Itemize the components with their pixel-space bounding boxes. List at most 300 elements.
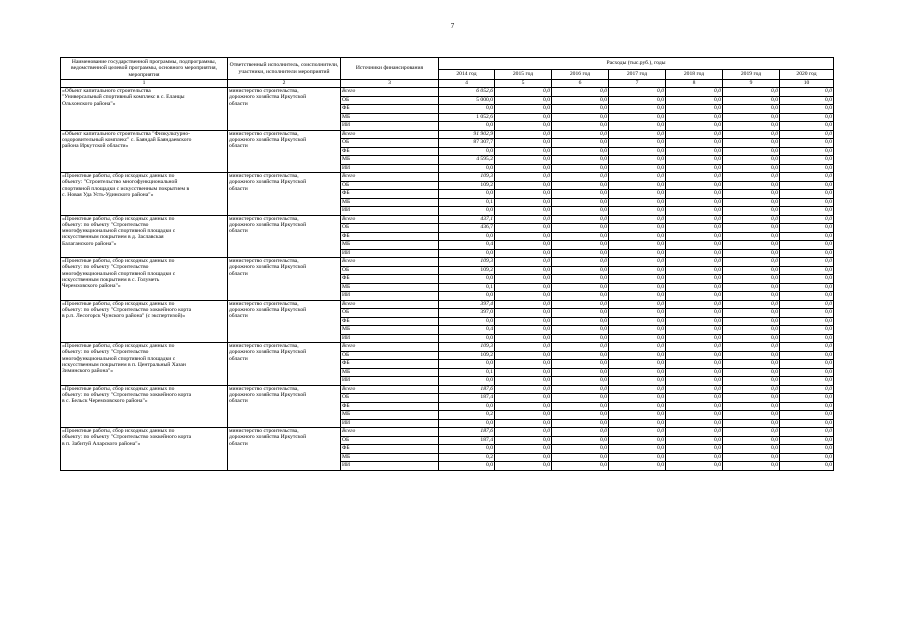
funding-source: ИИ [341, 462, 439, 471]
amount-cell: 109,3 [439, 173, 495, 182]
amount-cell: 0,0 [666, 368, 723, 377]
amount-cell: 0,0 [666, 224, 723, 233]
amount-cell: 0,0 [780, 215, 834, 224]
amount-cell: 0,0 [552, 351, 609, 360]
amount-cell: 0,0 [495, 241, 552, 250]
column-number: 7 [609, 80, 666, 88]
amount-cell: 0,0 [666, 164, 723, 173]
amount-cell: 0,0 [609, 258, 666, 267]
amount-cell: 0,0 [495, 385, 552, 394]
amount-cell: 0,0 [495, 411, 552, 420]
amount-cell: 0,0 [723, 147, 780, 156]
amount-cell: 187,4 [439, 394, 495, 403]
amount-cell: 397,0 [439, 309, 495, 318]
amount-cell: 0,0 [780, 198, 834, 207]
amount-cell: 0,0 [439, 190, 495, 199]
amount-cell: 0,0 [666, 445, 723, 454]
amount-cell: 0,0 [495, 173, 552, 182]
table-row [61, 343, 834, 352]
amount-cell: 0,0 [780, 105, 834, 114]
amount-cell: 0,0 [495, 351, 552, 360]
header-year: 2020 год [780, 70, 834, 80]
amount-cell: 0,0 [552, 343, 609, 352]
amount-cell: 0,0 [666, 283, 723, 292]
amount-cell: 0,0 [780, 130, 834, 139]
amount-cell: 0,0 [723, 317, 780, 326]
amount-cell: 0,0 [780, 317, 834, 326]
amount-cell: 0,0 [609, 394, 666, 403]
funding-source: МБ [341, 156, 439, 165]
amount-cell: 0,0 [780, 419, 834, 428]
funding-source: Всего [341, 258, 439, 267]
amount-cell: 0,0 [723, 130, 780, 139]
amount-cell: 0,0 [495, 377, 552, 386]
amount-cell: 0,0 [780, 394, 834, 403]
amount-cell: 0,0 [552, 394, 609, 403]
column-number: 8 [666, 80, 723, 88]
amount-cell: 0,0 [439, 105, 495, 114]
amount-cell: 0,0 [666, 360, 723, 369]
amount-cell: 0,0 [666, 385, 723, 394]
amount-cell: 0,0 [495, 88, 552, 97]
amount-cell: 0,0 [439, 462, 495, 471]
amount-cell: 0,0 [552, 249, 609, 258]
amount-cell: 109,2 [439, 351, 495, 360]
amount-cell: 0,0 [666, 105, 723, 114]
amount-cell: 0,0 [439, 232, 495, 241]
amount-cell: 0,0 [495, 147, 552, 156]
column-number: 1 [61, 80, 228, 88]
amount-cell: 0,0 [495, 258, 552, 267]
funding-source: ОБ [341, 224, 439, 233]
amount-cell: 0,0 [552, 207, 609, 216]
funding-source: ОБ [341, 309, 439, 318]
amount-cell: 0,0 [609, 360, 666, 369]
amount-cell: 0,0 [780, 411, 834, 420]
responsible-executor: министерство строительства, дорожного хозяйства Иркутской области [228, 300, 341, 343]
funding-source: ОБ [341, 394, 439, 403]
amount-cell: 0,0 [723, 122, 780, 131]
amount-cell: 0,0 [609, 96, 666, 105]
responsible-executor: министерство строительства, дорожного хозяйства Иркутской области [228, 88, 341, 131]
amount-cell: 0,0 [495, 402, 552, 411]
amount-cell: 0,0 [666, 241, 723, 250]
column-number: 3 [341, 80, 439, 88]
amount-cell: 0,0 [609, 334, 666, 343]
funding-source: Всего [341, 88, 439, 97]
amount-cell: 0,0 [552, 462, 609, 471]
amount-cell: 0,0 [780, 190, 834, 199]
amount-cell: 0,0 [780, 343, 834, 352]
amount-cell: 0,0 [495, 232, 552, 241]
amount-cell: 436,7 [439, 224, 495, 233]
amount-cell: 0,0 [609, 88, 666, 97]
amount-cell: 0,0 [666, 130, 723, 139]
amount-cell: 0,0 [609, 462, 666, 471]
amount-cell: 0,0 [609, 326, 666, 335]
amount-cell: 0,0 [552, 368, 609, 377]
amount-cell: 0,0 [439, 377, 495, 386]
amount-cell: 0,0 [723, 360, 780, 369]
amount-cell: 0,0 [552, 317, 609, 326]
column-number: 5 [495, 80, 552, 88]
funding-source: ОБ [341, 96, 439, 105]
amount-cell: 0,0 [666, 173, 723, 182]
amount-cell: 0,0 [723, 394, 780, 403]
amount-cell: 0,4 [439, 241, 495, 250]
amount-cell: 0,0 [780, 368, 834, 377]
activity-name: «Проектные работы, сбор исходных данных по объекту: по объекту "Строительство многофункциональной спортивной площадки с искусственным покрытием в с. Голуметь Черемховского района"» [61, 258, 228, 301]
amount-cell: 109,3 [439, 258, 495, 267]
table-header [61, 58, 834, 88]
amount-cell: 0,0 [495, 317, 552, 326]
header-sources: Источники финансирования [341, 58, 439, 80]
funding-source: МБ [341, 241, 439, 250]
activity-name: «Объект капитального строительства "Универсальный спортивный комплекс в с. Еланцы Ольхонского района"» [61, 88, 228, 131]
amount-cell: 0,0 [666, 258, 723, 267]
amount-cell: 0,0 [609, 402, 666, 411]
amount-cell: 0,0 [723, 88, 780, 97]
amount-cell: 0,0 [495, 130, 552, 139]
amount-cell: 0,0 [666, 156, 723, 165]
funding-source: Всего [341, 173, 439, 182]
responsible-executor: министерство строительства, дорожного хозяйства Иркутской области [228, 215, 341, 258]
amount-cell: 0,0 [552, 300, 609, 309]
amount-cell: 0,0 [439, 317, 495, 326]
amount-cell: 0,0 [666, 419, 723, 428]
amount-cell: 0,0 [495, 283, 552, 292]
header-program: Наименование государственной программы, подпрограммы, ведомственной целевой программы, основного мероприятия, мероприятия [61, 58, 228, 80]
amount-cell: 0,0 [495, 343, 552, 352]
amount-cell: 0,0 [552, 147, 609, 156]
amount-cell: 0,0 [666, 181, 723, 190]
amount-cell: 0,0 [609, 343, 666, 352]
funding-source: Всего [341, 215, 439, 224]
amount-cell: 0,0 [780, 147, 834, 156]
amount-cell: 0,0 [495, 309, 552, 318]
amount-cell: 0,0 [495, 300, 552, 309]
amount-cell: 5 000,0 [439, 96, 495, 105]
amount-cell: 0,0 [552, 224, 609, 233]
amount-cell: 0,0 [609, 385, 666, 394]
amount-cell: 0,0 [495, 207, 552, 216]
amount-cell: 0,0 [780, 275, 834, 284]
amount-cell: 0,0 [439, 419, 495, 428]
amount-cell: 0,0 [723, 96, 780, 105]
amount-cell: 0,0 [723, 232, 780, 241]
amount-cell: 0,0 [495, 190, 552, 199]
amount-cell: 0,0 [666, 377, 723, 386]
funding-source: ФБ [341, 317, 439, 326]
table-body [61, 88, 834, 471]
amount-cell: 0,0 [723, 351, 780, 360]
amount-cell: 0,0 [666, 326, 723, 335]
amount-cell: 0,0 [495, 198, 552, 207]
amount-cell: 0,0 [780, 300, 834, 309]
amount-cell: 0,0 [552, 436, 609, 445]
amount-cell: 0,0 [495, 181, 552, 190]
amount-cell: 0,0 [552, 411, 609, 420]
responsible-executor: министерство строительства, дорожного хозяйства Иркутской области [228, 173, 341, 216]
funding-source: МБ [341, 113, 439, 122]
amount-cell: 109,3 [439, 343, 495, 352]
amount-cell: 0,0 [666, 113, 723, 122]
amount-cell: 0,0 [495, 445, 552, 454]
funding-source: ИИ [341, 377, 439, 386]
amount-cell: 0,0 [723, 215, 780, 224]
amount-cell: 0,0 [495, 326, 552, 335]
amount-cell: 0,0 [439, 445, 495, 454]
column-number: 4 [439, 80, 495, 88]
amount-cell: 0,0 [723, 241, 780, 250]
amount-cell: 0,0 [666, 88, 723, 97]
amount-cell: 0,0 [552, 241, 609, 250]
amount-cell: 0,0 [609, 181, 666, 190]
amount-cell: 0,0 [552, 173, 609, 182]
amount-cell: 0,0 [780, 402, 834, 411]
amount-cell: 0,1 [439, 198, 495, 207]
amount-cell: 0,0 [609, 428, 666, 437]
amount-cell: 0,0 [609, 453, 666, 462]
amount-cell: 0,0 [609, 241, 666, 250]
header-year: 2015 год [495, 70, 552, 80]
amount-cell: 0,0 [552, 428, 609, 437]
funding-source: ОБ [341, 181, 439, 190]
funding-source: ИИ [341, 249, 439, 258]
amount-cell: 0,0 [552, 113, 609, 122]
amount-cell: 0,0 [439, 164, 495, 173]
amount-cell: 0,0 [780, 428, 834, 437]
amount-cell: 0,0 [552, 360, 609, 369]
funding-source: Всего [341, 130, 439, 139]
funding-source: ОБ [341, 139, 439, 148]
funding-source: ИИ [341, 292, 439, 301]
amount-cell: 187,6 [439, 428, 495, 437]
amount-cell: 0,0 [666, 207, 723, 216]
amount-cell: 0,0 [609, 173, 666, 182]
amount-cell: 0,0 [723, 105, 780, 114]
amount-cell: 0,0 [552, 105, 609, 114]
amount-cell: 0,0 [666, 394, 723, 403]
amount-cell: 0,0 [609, 249, 666, 258]
amount-cell: 0,0 [495, 249, 552, 258]
column-number: 9 [723, 80, 780, 88]
funding-source: МБ [341, 198, 439, 207]
amount-cell: 0,0 [780, 377, 834, 386]
amount-cell: 0,0 [609, 156, 666, 165]
funding-source: ИИ [341, 334, 439, 343]
amount-cell: 0,0 [666, 428, 723, 437]
amount-cell: 0,0 [666, 215, 723, 224]
amount-cell: 1 052,6 [439, 113, 495, 122]
activity-name: «Проектные работы, сбор исходных данных по объекту: по объекту "Строительство хоккейного корта в с. Бельск Черемховского района"» [61, 385, 228, 428]
amount-cell: 0,0 [780, 241, 834, 250]
responsible-executor: министерство строительства, дорожного хозяйства Иркутской области [228, 385, 341, 428]
amount-cell: 0,0 [495, 215, 552, 224]
amount-cell: 0,0 [780, 283, 834, 292]
amount-cell: 0,0 [723, 453, 780, 462]
amount-cell: 0,0 [495, 394, 552, 403]
amount-cell: 0,0 [552, 156, 609, 165]
amount-cell: 0,0 [495, 122, 552, 131]
amount-cell: 0,0 [780, 453, 834, 462]
amount-cell: 0,0 [666, 249, 723, 258]
amount-cell: 187,6 [439, 385, 495, 394]
amount-cell: 0,0 [609, 317, 666, 326]
amount-cell: 0,0 [666, 453, 723, 462]
amount-cell: 0,0 [552, 181, 609, 190]
amount-cell: 0,0 [723, 283, 780, 292]
amount-cell: 91 902,9 [439, 130, 495, 139]
amount-cell: 0,0 [552, 258, 609, 267]
table-row [61, 88, 834, 97]
amount-cell: 0,0 [666, 198, 723, 207]
amount-cell: 0,0 [780, 445, 834, 454]
amount-cell: 0,0 [609, 207, 666, 216]
amount-cell: 0,0 [780, 309, 834, 318]
amount-cell: 0,0 [780, 351, 834, 360]
amount-cell: 0,0 [666, 300, 723, 309]
amount-cell: 0,0 [552, 96, 609, 105]
amount-cell: 0,0 [666, 266, 723, 275]
amount-cell: 0,0 [780, 224, 834, 233]
funding-source: ФБ [341, 147, 439, 156]
funding-source: ИИ [341, 164, 439, 173]
amount-cell: 0,0 [609, 445, 666, 454]
amount-cell: 0,0 [609, 130, 666, 139]
header-expenses: Расходы (тыс.руб.), годы [439, 58, 834, 70]
amount-cell: 0,0 [495, 334, 552, 343]
amount-cell: 0,0 [723, 190, 780, 199]
header-responsible: Ответственный исполнитель, соисполнители, участники, исполнители мероприятий [228, 58, 341, 80]
responsible-executor: министерство строительства, дорожного хозяйства Иркутской области [228, 428, 341, 471]
funding-source: ИИ [341, 122, 439, 131]
amount-cell: 0,0 [609, 139, 666, 148]
amount-cell: 0,0 [609, 224, 666, 233]
amount-cell: 0,0 [723, 275, 780, 284]
responsible-executor: министерство строительства, дорожного хозяйства Иркутской области [228, 130, 341, 173]
funding-source: ФБ [341, 445, 439, 454]
table-row [61, 130, 834, 139]
amount-cell: 0,0 [495, 453, 552, 462]
amount-cell: 0,0 [552, 445, 609, 454]
amount-cell: 0,0 [723, 428, 780, 437]
amount-cell: 0,0 [609, 411, 666, 420]
amount-cell: 4 595,2 [439, 156, 495, 165]
amount-cell: 0,0 [723, 156, 780, 165]
funding-source: МБ [341, 368, 439, 377]
amount-cell: 0,0 [780, 266, 834, 275]
amount-cell: 0,0 [666, 139, 723, 148]
table-row [61, 173, 834, 182]
amount-cell: 0,0 [552, 453, 609, 462]
amount-cell: 6 052,6 [439, 88, 495, 97]
funding-source: Всего [341, 343, 439, 352]
amount-cell: 0,0 [609, 147, 666, 156]
amount-cell: 0,0 [666, 351, 723, 360]
amount-cell: 0,0 [780, 462, 834, 471]
amount-cell: 0,0 [495, 113, 552, 122]
amount-cell: 0,0 [780, 156, 834, 165]
amount-cell: 0,0 [666, 275, 723, 284]
amount-cell: 0,0 [780, 436, 834, 445]
amount-cell: 0,0 [723, 368, 780, 377]
amount-cell: 187,4 [439, 436, 495, 445]
amount-cell: 0,0 [666, 232, 723, 241]
amount-cell: 0,0 [666, 343, 723, 352]
amount-cell: 0,0 [495, 360, 552, 369]
funding-source: ОБ [341, 351, 439, 360]
funding-source: ИИ [341, 419, 439, 428]
activity-name: «Проектные работы, сбор исходных данных по объекту: по объекту "Строительство хоккейного корта в п. Забитуй Аларского района"» [61, 428, 228, 471]
amount-cell: 0,0 [495, 419, 552, 428]
amount-cell: 0,0 [552, 266, 609, 275]
amount-cell: 0,0 [609, 275, 666, 284]
amount-cell: 0,0 [495, 266, 552, 275]
table-row [61, 428, 834, 437]
amount-cell: 0,0 [723, 181, 780, 190]
amount-cell: 0,0 [780, 173, 834, 182]
amount-cell: 0,0 [780, 207, 834, 216]
amount-cell: 0,0 [495, 292, 552, 301]
amount-cell: 0,0 [780, 139, 834, 148]
amount-cell: 0,0 [780, 334, 834, 343]
amount-cell: 0,0 [780, 232, 834, 241]
amount-cell: 0,0 [609, 113, 666, 122]
funding-source: ФБ [341, 402, 439, 411]
amount-cell: 0,0 [723, 198, 780, 207]
responsible-executor: министерство строительства, дорожного хозяйства Иркутской области [228, 258, 341, 301]
amount-cell: 0,0 [552, 377, 609, 386]
amount-cell: 0,0 [552, 283, 609, 292]
amount-cell: 0,0 [609, 164, 666, 173]
amount-cell: 0,4 [439, 326, 495, 335]
amount-cell: 0,0 [780, 360, 834, 369]
amount-cell: 0,1 [439, 368, 495, 377]
amount-cell: 0,0 [495, 96, 552, 105]
amount-cell: 0,0 [552, 326, 609, 335]
amount-cell: 0,0 [723, 334, 780, 343]
activity-name: «Проектные работы, сбор исходных данных по объекту: по объекту "Строительство хоккейного корта в р.п. Лесогорск Чунского района" (с экспертизой)» [61, 300, 228, 343]
amount-cell: 0,0 [609, 105, 666, 114]
amount-cell: 0,0 [723, 309, 780, 318]
amount-cell: 0,0 [552, 190, 609, 199]
amount-cell: 0,0 [609, 190, 666, 199]
amount-cell: 0,0 [495, 164, 552, 173]
amount-cell: 0,0 [780, 122, 834, 131]
amount-cell: 0,0 [609, 419, 666, 428]
amount-cell: 0,0 [552, 198, 609, 207]
activity-name: «Объект капитального строительства "Физкультурно- оздоровительный комплекс" с. Баяндай Баяндаевского района Иркутской области» [61, 130, 228, 173]
amount-cell: 0,0 [552, 122, 609, 131]
amount-cell: 0,0 [723, 326, 780, 335]
amount-cell: 0,0 [439, 360, 495, 369]
funding-source: ОБ [341, 436, 439, 445]
amount-cell: 0,0 [666, 402, 723, 411]
amount-cell: 0,0 [552, 402, 609, 411]
amount-cell: 0,0 [439, 334, 495, 343]
amount-cell: 0,0 [666, 462, 723, 471]
amount-cell: 0,0 [780, 385, 834, 394]
amount-cell: 0,0 [552, 292, 609, 301]
amount-cell: 0,2 [439, 411, 495, 420]
amount-cell: 0,0 [666, 190, 723, 199]
funding-source: ФБ [341, 190, 439, 199]
amount-cell: 109,2 [439, 181, 495, 190]
amount-cell: 0,0 [723, 258, 780, 267]
funding-source: ИИ [341, 207, 439, 216]
amount-cell: 0,0 [609, 266, 666, 275]
